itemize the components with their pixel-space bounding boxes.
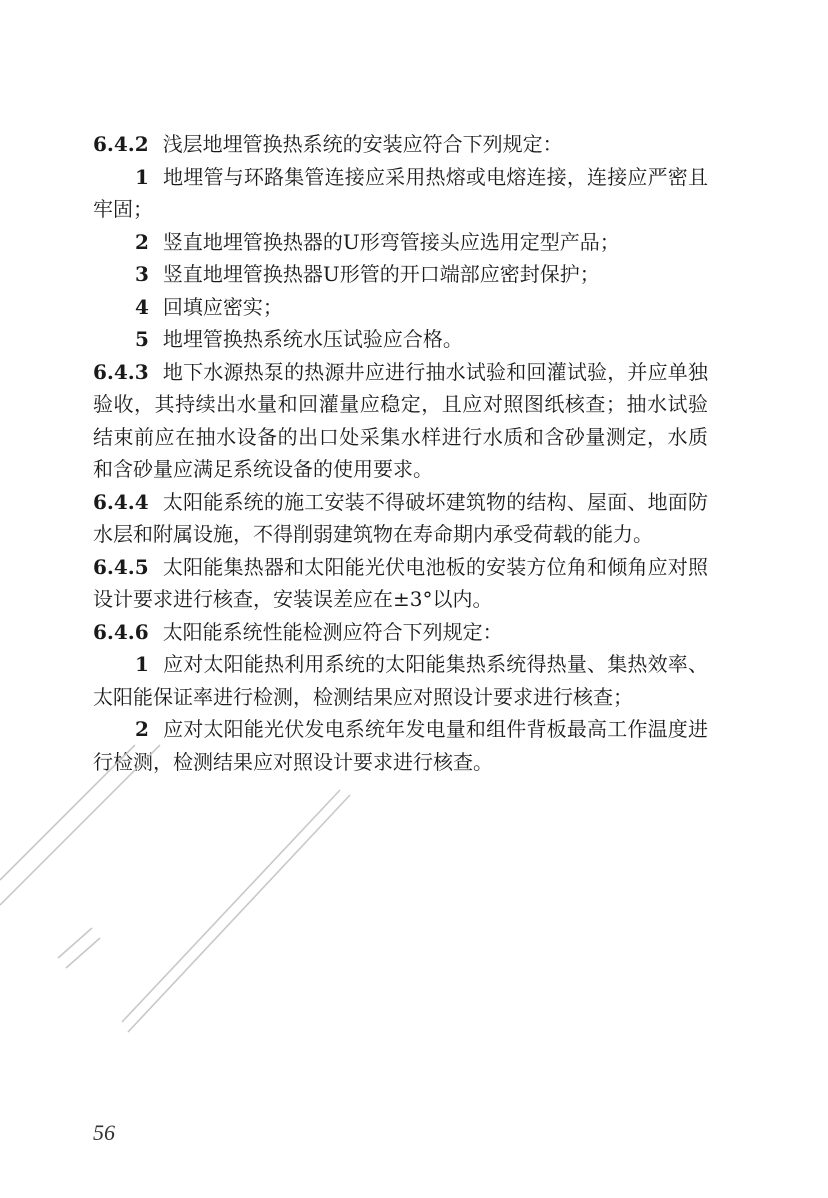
item-number: 2 xyxy=(135,229,149,254)
item-text: 竖直地埋管换热器的U形弯管接头应选用定型产品； xyxy=(162,229,620,254)
item-text: 地埋管换热系统水压试验应合格。 xyxy=(162,327,463,351)
list-item xyxy=(93,226,708,259)
document-body xyxy=(93,128,708,778)
clause-number: 6.4.2 xyxy=(93,132,149,156)
clause-6-4-4 xyxy=(93,486,708,551)
clause-text: 太阳能集热器和太阳能光伏电池板的安装方位角和倾角应对照设计要求进行核查，安装误差应在±3°以内。 xyxy=(93,554,708,611)
clause-number: 6.4.5 xyxy=(93,554,149,579)
list-item xyxy=(93,258,708,291)
list-item xyxy=(93,291,708,324)
clause-6-4-6 xyxy=(93,616,708,649)
clause-number: 6.4.6 xyxy=(93,619,149,644)
clause-text: 浅层地埋管换热系统的安装应符合下列规定： xyxy=(162,132,563,156)
item-number: 1 xyxy=(135,164,149,189)
item-text: 应对太阳能光伏发电系统年发电量和组件背板最高工作温度进行检测，检测结果应对照设计要求进行核查。 xyxy=(93,717,708,774)
clause-6-4-5 xyxy=(93,551,708,616)
item-text: 回填应密实； xyxy=(162,294,283,319)
clause-6-4-3 xyxy=(93,356,708,486)
item-text: 竖直地埋管换热器U形管的开口端部应密封保护； xyxy=(162,262,600,286)
item-number: 2 xyxy=(135,717,149,741)
list-item xyxy=(93,161,708,226)
clause-number: 6.4.3 xyxy=(93,359,149,384)
item-number: 5 xyxy=(135,327,149,351)
item-number: 4 xyxy=(135,294,149,319)
clause-6-4-2 xyxy=(93,128,708,161)
watermark-line xyxy=(122,790,340,1022)
list-item xyxy=(93,713,708,778)
watermark-line xyxy=(66,938,100,968)
clause-number: 6.4.4 xyxy=(93,489,149,514)
watermark-line xyxy=(128,795,350,1032)
page-number: 56 xyxy=(93,1120,115,1145)
item-number: 1 xyxy=(135,652,149,676)
item-text: 地埋管与环路集管连接应采用热熔或电熔连接，连接应严密且牢固； xyxy=(93,164,708,221)
list-item xyxy=(93,323,708,356)
item-number: 3 xyxy=(135,262,149,286)
clause-text: 太阳能系统的施工安装不得破坏建筑物的结构、屋面、地面防水层和附属设施，不得削弱建筑物在寿命期内承受荷载的能力。 xyxy=(93,489,708,546)
clause-text: 太阳能系统性能检测应符合下列规定： xyxy=(162,619,503,644)
item-text: 应对太阳能热利用系统的太阳能集热系统得热量、集热效率、太阳能保证率进行检测，检测结果应对照设计要求进行核查； xyxy=(93,652,708,709)
clause-text: 地下水源热泵的热源井应进行抽水试验和回灌试验，并应单独验收，其持续出水量和回灌量应稳定，且应对照图纸核查；抽水试验结束前应在抽水设备的出口处采集水样进行水质和含砂量测定，水质和含砂量应满足系统设备的使用要求。 xyxy=(93,359,708,481)
list-item xyxy=(93,648,708,713)
watermark-line xyxy=(58,928,92,958)
